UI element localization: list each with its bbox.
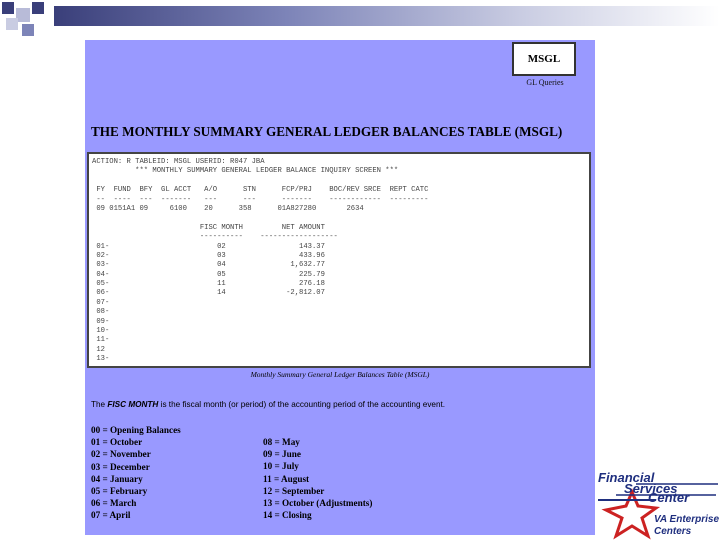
month-code: 08 = May bbox=[263, 437, 300, 447]
logo-line-2: Services bbox=[624, 481, 678, 496]
month-code: 09 = June bbox=[263, 449, 301, 460]
month-code: 02 = November bbox=[91, 449, 151, 460]
terminal-line bbox=[92, 214, 586, 223]
month-code: 11 = August bbox=[263, 473, 310, 484]
terminal-line: ---------- ------------------ bbox=[92, 233, 338, 242]
terminal-line: FISC MONTH NET AMOUNT bbox=[92, 223, 325, 232]
terminal-line: 05- 11 276.18 bbox=[92, 280, 325, 289]
terminal-line: 02- 03 433.96 bbox=[92, 251, 325, 260]
logo-line-3: Center bbox=[648, 490, 690, 505]
month-code: 07 = April bbox=[91, 510, 131, 521]
month-code: 00 = Opening Balances bbox=[91, 425, 181, 435]
description-text: is the fiscal month (or period) of the accounting period of the accounting event. bbox=[158, 400, 446, 409]
msgl-badge-subtitle: GL Queries bbox=[526, 78, 564, 87]
logo-line-5: Centers bbox=[654, 526, 692, 537]
top-decoration bbox=[0, 0, 720, 40]
month-code: 05 = February bbox=[91, 486, 148, 497]
month-code: 13 = October (Adjustments) bbox=[263, 498, 373, 509]
month-code: 04 = January bbox=[91, 473, 143, 484]
description-term: FISC MONTH bbox=[107, 400, 159, 409]
deco-square bbox=[22, 24, 34, 36]
terminal-line: 03- 04 1,632.77 bbox=[92, 261, 325, 270]
month-code: 03 = December bbox=[91, 461, 150, 472]
deco-square bbox=[2, 2, 14, 14]
terminal-line: 11- bbox=[92, 336, 110, 345]
month-codes-right bbox=[263, 436, 372, 521]
terminal-line: 09 0151A1 09 6100 20 358 01A827280 2634 bbox=[92, 204, 364, 213]
figure-caption: Monthly Summary General Ledger Balances Table (MSGL) bbox=[250, 370, 430, 379]
deco-square bbox=[6, 18, 18, 30]
month-code: 01 = October bbox=[91, 437, 143, 448]
terminal-line: 08- bbox=[92, 308, 110, 317]
terminal-screen bbox=[87, 152, 591, 368]
slide-title: THE MONTHLY SUMMARY GENERAL LEDGER BALANCES TABLE (MSGL) bbox=[91, 124, 563, 139]
fisc-month-description bbox=[91, 400, 591, 409]
month-code: 14 = Closing bbox=[263, 510, 312, 521]
terminal-line: -- ---- --- ------- --- --- ------- ------------ --------- bbox=[92, 195, 429, 204]
msgl-badge: MSGL bbox=[512, 42, 576, 76]
deco-square bbox=[16, 8, 30, 22]
terminal-line bbox=[92, 177, 586, 186]
terminal-line: 01- 02 143.37 bbox=[92, 242, 325, 251]
month-codes-left bbox=[91, 424, 181, 522]
terminal-line: 06- 14 -2,812.07 bbox=[92, 289, 325, 298]
logo-line-1: Financial bbox=[598, 470, 655, 485]
terminal-line: 09- bbox=[92, 317, 110, 326]
header-gradient-bar bbox=[54, 6, 720, 26]
slide-content bbox=[85, 40, 595, 535]
terminal-lines bbox=[92, 158, 586, 365]
terminal-line: 04- 05 225.79 bbox=[92, 270, 325, 279]
month-code: 10 = July bbox=[263, 461, 299, 472]
terminal-line: 10- bbox=[92, 327, 110, 336]
terminal-line: FY FUND BFY GL ACCT A/O STN FCP/PRJ BOC/REV SRCE REPT CATC bbox=[92, 186, 429, 195]
description-prefix: The bbox=[91, 400, 108, 409]
terminal-line: *** MONTHLY SUMMARY GENERAL LEDGER BALANCE INQUIRY SCREEN *** bbox=[92, 167, 399, 176]
fsc-logo bbox=[596, 470, 720, 540]
month-code: 06 = March bbox=[91, 498, 137, 509]
terminal-line: 07- bbox=[92, 298, 110, 307]
terminal-line: 12 bbox=[92, 345, 105, 354]
terminal-line: ACTION: R TABLEID: MSGL USERID: R047 JBA bbox=[92, 158, 265, 166]
deco-square bbox=[32, 2, 44, 14]
terminal-line: 13- bbox=[92, 355, 110, 364]
logo-line-4: VA Enterprise bbox=[654, 514, 720, 525]
month-code: 12 = September bbox=[263, 485, 325, 496]
